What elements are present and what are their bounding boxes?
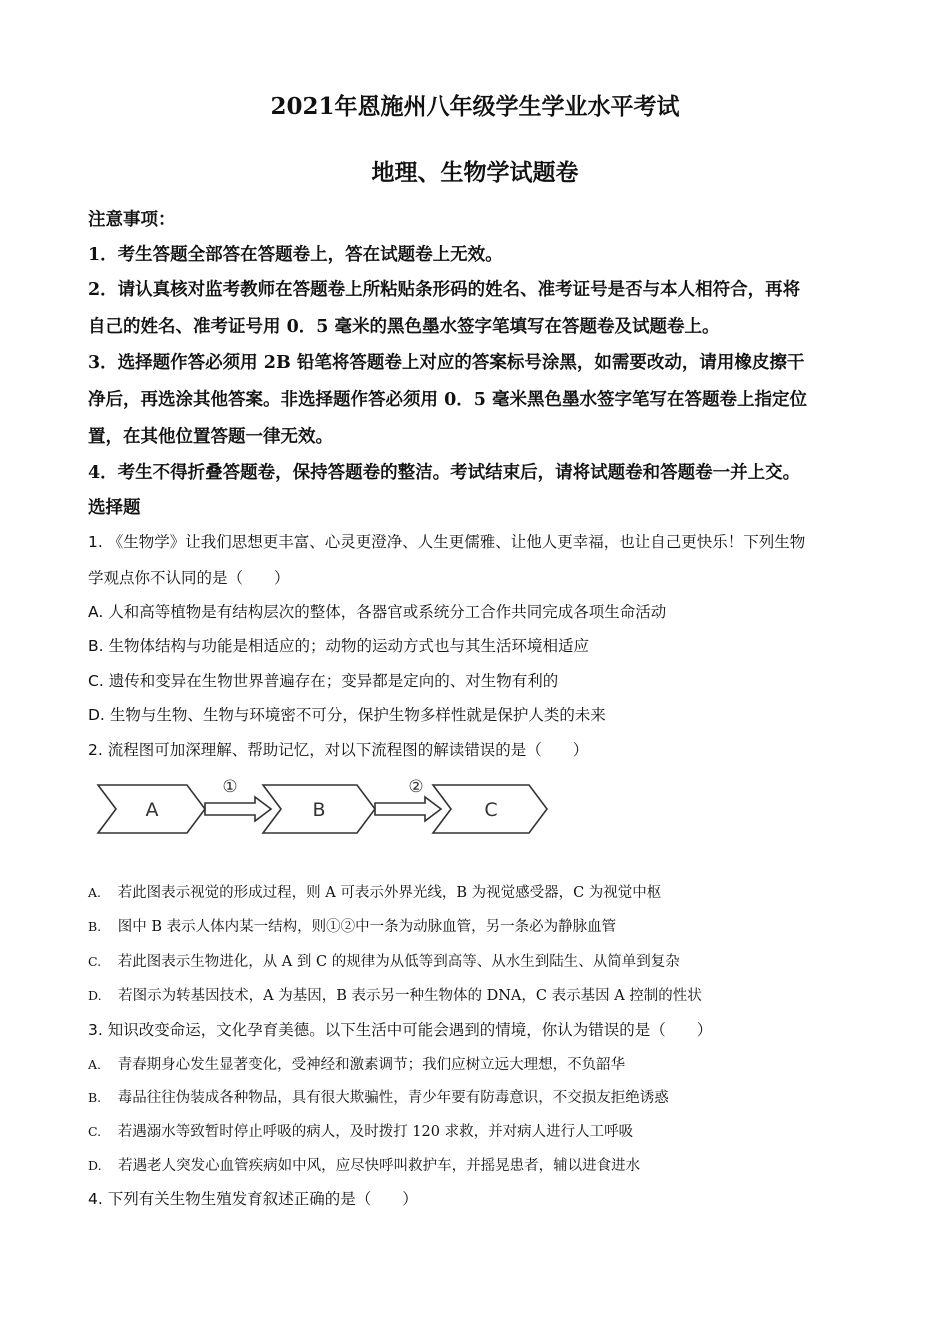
option-text: 若此图表示视觉的形成过程，则 A 可表示外界光线，B 为视觉感受器，C 为视觉中枢 bbox=[117, 885, 662, 901]
question-number: 3. bbox=[88, 1021, 103, 1039]
option-label: D. bbox=[88, 988, 102, 1003]
question-2-option-d bbox=[88, 984, 868, 1005]
option-text: 图中 B 表示人体内某一结构，则①②中一条为动脉血管，另一条必为静脉血管 bbox=[117, 919, 617, 935]
option-label: B. bbox=[88, 919, 102, 934]
flow-arrow-1-label: ① bbox=[222, 777, 238, 797]
notice-item-1: 1．考生答题全部答在答题卷上，答在试题卷上无效。 bbox=[88, 245, 503, 265]
option-label: D. bbox=[88, 1158, 102, 1173]
option-label: A. bbox=[88, 1057, 102, 1072]
exam-title: 2021年恩施州八年级学生学业水平考试 bbox=[270, 93, 680, 120]
question-3-option-d bbox=[88, 1154, 868, 1175]
question-3-option-b bbox=[88, 1086, 868, 1107]
flow-arrow-1-icon bbox=[205, 797, 271, 821]
flow-diagram bbox=[95, 775, 555, 837]
option-text: 毒品往往伪装成各种物品，具有很大欺骗性，青少年要有防毒意识，不交损友拒绝诱惑 bbox=[117, 1090, 669, 1106]
question-2-option-a bbox=[88, 881, 868, 902]
question-3-line-1 bbox=[88, 1018, 868, 1040]
option-label: C. bbox=[88, 672, 104, 690]
notice-item-3-line-3: 置，在其他位置答题一律无效。 bbox=[88, 427, 333, 447]
option-label: A. bbox=[88, 603, 104, 621]
question-2-option-c bbox=[88, 950, 868, 971]
question-1-option-b bbox=[88, 634, 868, 656]
option-label: A. bbox=[88, 885, 102, 900]
flow-arrow-2-label: ② bbox=[408, 777, 424, 797]
option-text: 人和高等植物是有结构层次的整体，各器官或系统分工合作共同完成各项生命活动 bbox=[108, 603, 667, 621]
flow-label-b: B bbox=[312, 799, 326, 821]
question-1-option-c bbox=[88, 669, 868, 691]
question-number: 1. bbox=[88, 533, 103, 551]
question-text: 流程图可加深理解、帮助记忆，对以下流程图的解读错误的是（ ） bbox=[107, 741, 589, 759]
section-heading: 选择题 bbox=[88, 498, 141, 518]
option-text: 青春期身心发生显著变化，受神经和激素调节；我们应树立远大理想，不负韶华 bbox=[117, 1057, 626, 1073]
question-1-option-a bbox=[88, 600, 868, 622]
option-label: B. bbox=[88, 637, 104, 655]
question-1-option-d bbox=[88, 703, 868, 725]
question-1-line-2: 学观点你不认同的是（ ） bbox=[88, 569, 290, 587]
exam-subtitle: 地理、生物学试题卷 bbox=[371, 159, 579, 186]
notice-item-3-line-1: 3．选择题作答必须用 2B 铅笔将答题卷上对应的答案标号涂黑，如需要改动，请用橡皮擦干 bbox=[88, 353, 805, 373]
flow-label-a: A bbox=[145, 799, 159, 821]
question-text: 知识改变命运，文化孕育美德。以下生活中可能会遇到的情境，你认为错误的是（ ） bbox=[107, 1021, 713, 1039]
notice-item-4: 4．考生不得折叠答题卷，保持答题卷的整洁。考试结束后，请将试题卷和答题卷一并上交。 bbox=[88, 463, 801, 483]
option-text: 若图示为转基因技术，A 为基因，B 表示另一种生物体的 DNA，C 表示基因 A 控制的性状 bbox=[118, 988, 702, 1004]
option-text: 若此图表示生物进化，从 A 到 C 的规律为从低等到高等、从水生到陆生、从简单到复杂 bbox=[117, 954, 680, 970]
question-3-option-a bbox=[88, 1053, 868, 1074]
question-2-line-1 bbox=[88, 738, 868, 760]
option-text: 生物体结构与功能是相适应的；动物的运动方式也与其生活环境相适应 bbox=[108, 637, 590, 655]
flow-arrow-2-icon bbox=[375, 797, 441, 821]
option-label: D. bbox=[88, 706, 105, 724]
question-number: 2. bbox=[88, 741, 103, 759]
flow-label-c: C bbox=[484, 799, 498, 821]
question-2-option-b bbox=[88, 915, 868, 936]
question-1-line-1 bbox=[88, 530, 868, 552]
question-number: 4. bbox=[88, 1190, 103, 1208]
notice-item-2-line-2: 自己的姓名、准考证号用 0．5 毫米的黑色墨水签字笔填写在答题卷及试题卷上。 bbox=[88, 317, 720, 337]
option-text: 若遇溺水等致暂时停止呼吸的病人，及时拨打 120 求救，并对病人进行人工呼吸 bbox=[117, 1124, 634, 1140]
option-label: C. bbox=[88, 954, 102, 969]
option-text: 生物与生物、生物与环境密不可分，保护生物多样性就是保护人类的未来 bbox=[109, 706, 606, 724]
question-text: 《生物学》让我们思想更丰富、心灵更澄净、人生更儒雅、让他人更幸福，也让自己更快乐！下列生物 bbox=[107, 533, 806, 551]
question-3-option-c bbox=[88, 1120, 868, 1141]
notice-heading: 注意事项： bbox=[88, 210, 176, 230]
question-text: 下列有关生物生殖发育叙述正确的是（ ） bbox=[107, 1190, 418, 1208]
notice-item-2-line-1: 2．请认真核对监考教师在答题卷上所粘贴条形码的姓名、准考证号是否与本人相符合，再将 bbox=[88, 280, 801, 300]
option-label: C. bbox=[88, 1124, 102, 1139]
option-label: B. bbox=[88, 1090, 102, 1105]
option-text: 若遇老人突发心血管疾病如中风，应尽快呼叫救护车，并摇晃患者，辅以进食进水 bbox=[118, 1158, 641, 1174]
notice-item-3-line-2: 净后，再选涂其他答案。非选择题作答必须用 0．5 毫米黑色墨水签字笔写在答题卷上指定位 bbox=[88, 390, 808, 410]
question-4-line-1 bbox=[88, 1187, 868, 1209]
option-text: 遗传和变异在生物世界普遍存在；变异都是定向的、对生物有利的 bbox=[108, 672, 559, 690]
